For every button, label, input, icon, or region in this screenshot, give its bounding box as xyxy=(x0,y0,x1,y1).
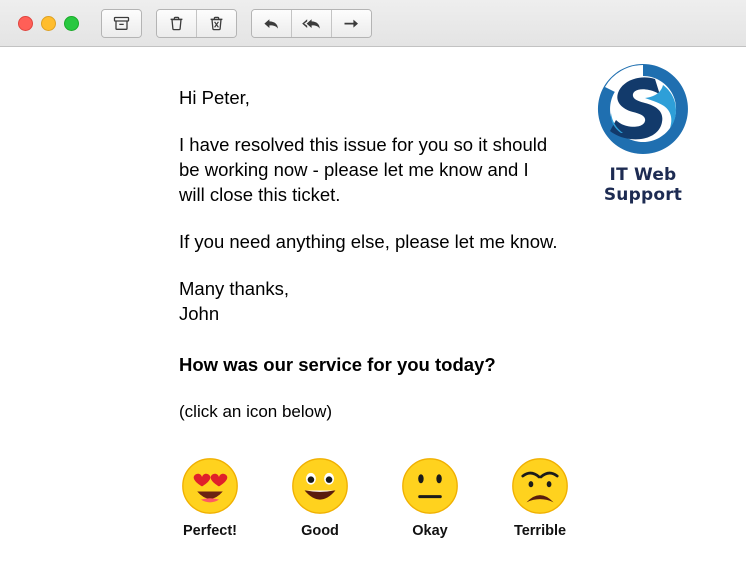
rating-option-perfect[interactable] xyxy=(179,457,241,539)
rating-label-good: Good xyxy=(301,523,339,539)
email-message-body xyxy=(179,85,559,446)
frowning-emoji xyxy=(511,457,569,515)
rating-option-good[interactable] xyxy=(289,457,351,539)
forward-arrow-icon xyxy=(342,15,361,32)
trash-icon xyxy=(168,15,185,32)
traffic-light-buttons xyxy=(18,16,79,31)
neutral-emoji xyxy=(401,457,459,515)
email-signature xyxy=(179,276,559,326)
heart-eyes-emoji xyxy=(181,457,239,515)
rating-option-terrible[interactable] xyxy=(509,457,571,539)
reply-arrow-icon xyxy=(262,15,281,32)
survey-subquestion: (click an icon below) xyxy=(179,402,333,421)
rating-label-terrible: Terrible xyxy=(513,523,567,539)
grinning-emoji xyxy=(291,457,349,515)
toolbar-group-reply xyxy=(251,9,372,38)
rating-label-perfect: Perfect! xyxy=(183,523,237,539)
minimize-window-button[interactable] xyxy=(41,16,56,31)
email-paragraph-2: If you need anything else, please let me know. xyxy=(179,231,558,252)
rating-label-okay: Okay xyxy=(412,523,448,539)
rating-icon-row xyxy=(179,457,571,539)
it-web-support-logo-icon xyxy=(593,59,693,159)
delete-button[interactable] xyxy=(157,10,197,37)
junk-bin-icon xyxy=(208,15,225,32)
email-content-area xyxy=(0,47,746,570)
archive-box-icon xyxy=(113,15,130,32)
company-name: IT Web Support xyxy=(603,165,683,205)
email-closing: Many thanks, xyxy=(179,278,290,299)
reply-all-arrow-icon xyxy=(301,15,323,32)
email-sender-name: John xyxy=(179,303,220,324)
company-logo xyxy=(568,59,718,205)
email-greeting: Hi Peter, xyxy=(179,87,250,108)
junk-button[interactable] xyxy=(197,10,236,37)
email-paragraph-1: I have resolved this issue for you so it should be working now - please let me know and I will close this ticket. xyxy=(179,134,548,205)
toolbar-group-archive xyxy=(101,9,142,38)
close-window-button[interactable] xyxy=(18,16,33,31)
reply-button[interactable] xyxy=(252,10,292,37)
archive-button[interactable] xyxy=(102,10,141,37)
reply-all-button[interactable] xyxy=(292,10,332,37)
forward-button[interactable] xyxy=(332,10,371,37)
survey-question: How was our service for you today? xyxy=(179,354,496,375)
zoom-window-button[interactable] xyxy=(64,16,79,31)
toolbar-group-delete xyxy=(156,9,237,38)
window-titlebar xyxy=(0,0,746,47)
rating-option-okay[interactable] xyxy=(399,457,461,539)
